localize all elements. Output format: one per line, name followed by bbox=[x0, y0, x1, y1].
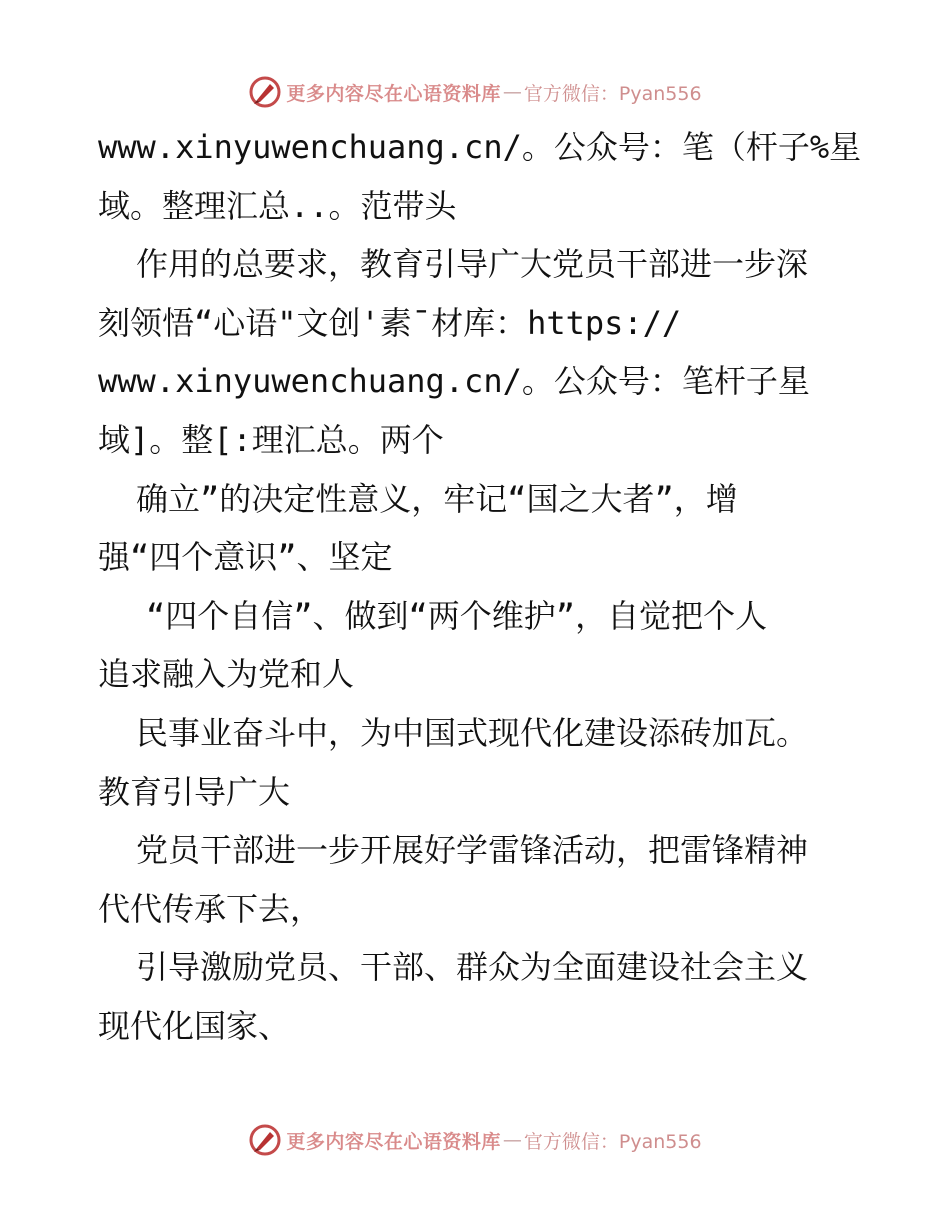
body-line-9: “四个自信”、做到“两个维护”，自觉把个人 bbox=[146, 596, 768, 635]
body-line-15: 引导激励党员、干部、群众为全面建设社会主义 bbox=[136, 948, 809, 987]
body-line-2: 域。整理汇总..。范带头 bbox=[98, 186, 457, 225]
pen-nib-icon bbox=[248, 1123, 282, 1157]
body-line-7: 确立”的决定性意义，牢记“国之大者”，增 bbox=[136, 479, 738, 518]
body-line-11: 民事业奋斗中，为中国式现代化建设添砖加瓦。 bbox=[136, 713, 809, 752]
body-line-8: 强“四个意识”、坚定 bbox=[98, 538, 393, 577]
body-line-13: 党员干部进一步开展好学雷锋活动，把雷锋精神 bbox=[136, 831, 809, 870]
pen-nib-icon bbox=[248, 75, 282, 109]
header-separator: — bbox=[502, 81, 522, 103]
body-line-3: 作用的总要求，教育引导广大党员干部进一步深 bbox=[136, 245, 809, 284]
body-line-16: 现代化国家、 bbox=[98, 1006, 291, 1045]
body-line-1: www.xinyuwenchuang.cn/。公众号：笔（杆子%星 bbox=[98, 128, 862, 166]
footer-contact: 官方微信：Pyan556 bbox=[523, 1130, 702, 1153]
header-contact: 官方微信：Pyan556 bbox=[523, 82, 702, 105]
header-site-name: 更多内容尽在心语资料库 bbox=[286, 82, 501, 105]
document-body bbox=[98, 118, 888, 1056]
header-banner bbox=[0, 72, 950, 112]
body-line-6: 域]。整[:理汇总。两个 bbox=[98, 420, 444, 459]
body-line-12: 教育引导广大 bbox=[98, 772, 291, 811]
footer-separator: — bbox=[502, 1129, 522, 1151]
footer-site-name: 更多内容尽在心语资料库 bbox=[286, 1130, 501, 1153]
footer-banner bbox=[0, 1120, 950, 1160]
body-line-4: 刻领悟“心语"文创'素¯材库：https:// bbox=[98, 303, 682, 342]
body-line-14: 代代传承下去， bbox=[98, 889, 323, 928]
body-line-10: 追求融入为党和人 bbox=[98, 655, 355, 694]
body-line-5: www.xinyuwenchuang.cn/。公众号：笔杆子星 bbox=[98, 362, 810, 401]
